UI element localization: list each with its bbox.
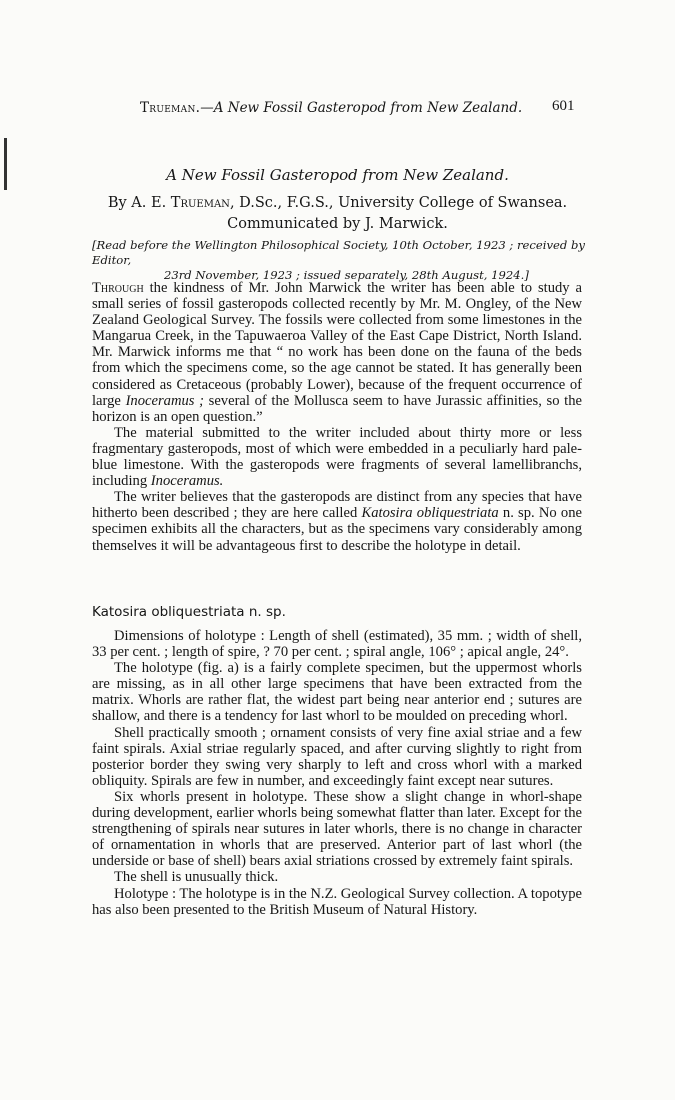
genus-name: Inoceramus ; [125, 392, 204, 409]
running-head-title: —A New Fossil Gasteropod from New Zealand. [200, 100, 523, 116]
intro-paragraph-3-tail: n. sp. No one specimen exhibits all the characters, but as the specimens vary considerably among themselves it will be advantageous first to describe the holotype in detail. [92, 505, 582, 554]
communicated-by: Communicated by J. Marwick. [227, 216, 448, 232]
dimensions-paragraph: Dimensions of holotype : Length of shell (estimated), 35 mm. ; width of shell, 33 per cent. ; length of spire, ? 70 per cent. ; spiral angle, 106° ; apical angle, 24°. [92, 628, 582, 661]
description-text [92, 628, 582, 918]
byline-affiliation: , D.Sc., F.G.S., University College of Swansea. [229, 195, 568, 211]
running-head-author: Trueman. [140, 100, 201, 116]
whorls-paragraph: Six whorls present in holotype. These show a slight change in whorl-shape during development, earlier whorls being somewhat flatter than later. Except for the strengthening of spirals near sutures in later whorls, there is no change in character of ornamentation in whorls that are preserved. Anterior part of last whorl (the underside or base of shell) bears axial striations crossed by extremely faint spirals. [92, 788, 582, 870]
intro-paragraph-3 [92, 489, 582, 553]
read-note [92, 238, 592, 283]
byline-prefix: By A. E. [107, 195, 171, 211]
running-head [140, 100, 580, 116]
intro-paragraph-1-text: the kindness of Mr. John Marwick the writer has been able to study a small series of fossil gasteropods collected recently by Mr. M. Ongley, of the New Zealand Geological Survey. The fossils were collected from some limestones in the Mangarua Creek, in the Tapuwaeroa Valley of the East Cape District, North Island. Mr. Marwick informs me that “ no work has been done on the fauna of the beds from which the specimens come, so the age cannot be stated. It has generally been considered as Cretaceous (probably Lower), because of the frequent occurrence of large [92, 280, 582, 409]
intro-text [92, 280, 582, 554]
intro-paragraph-2-text: The material submitted to the writer included about thirty more or less fragmentary gasteropods, most of which were embedded in a peculiarly hard pale-blue limestone. With the gasteropods were fragments of several lamellibranchs, including [92, 424, 582, 490]
page-number: 601 [552, 98, 575, 114]
byline [0, 195, 675, 211]
ornament-paragraph: Shell practically smooth ; ornament consists of very fine axial striae and a few faint spirals. Axial striae regularly spaced, and after curving slightly to right from posterior border they swing very sharply to left and cross whorl with a marked obliquity. Spirals are few in number, and exceedingly faint except near sutures. [92, 724, 582, 789]
read-note-line-2: 23rd November, 1923 ; issued separately, 28th August, 1924.] [164, 268, 529, 282]
species-name: Katosira obliquestriata [361, 505, 499, 522]
holotype-paragraph: The holotype (fig. a) is a fairly complete specimen, but the uppermost whorls are missing, as in all other large specimens that have been extracted from the matrix. Whorls are rather flat, the widest part being near anterior end ; sutures are shallow, and there is a tendency for last whorl to be moulded on preceding whorl. [92, 660, 582, 725]
intro-paragraph-2 [92, 425, 582, 489]
read-note-line-1: [Read before the Wellington Philosophical Society, 10th October, 1923 ; received by Editor, [92, 238, 585, 267]
intro-paragraph-1-tail: several of the Mollusca seem to have Jurassic affinities, so the horizon is an open question.” [92, 392, 582, 425]
section-heading: Katosira obliquestriata n. sp. [92, 604, 286, 620]
drop-word: Through [92, 280, 144, 296]
genus-name: Inoceramus. [150, 473, 224, 490]
intro-paragraph-3-text: The writer believes that the gasteropods are distinct from any species that have hitherto been described ; they are here called [92, 489, 582, 522]
thickness-paragraph: The shell is unusually thick. [114, 869, 279, 886]
collection-paragraph: Holotype : The holotype is in the N.Z. Geological Survey collection. A topotype has also been presented to the British Museum of Natural History. [92, 885, 582, 918]
byline-author: Trueman [170, 195, 230, 211]
article-title: A New Fossil Gasteropod from New Zealand. [166, 166, 509, 184]
intro-paragraph-1 [92, 280, 582, 425]
